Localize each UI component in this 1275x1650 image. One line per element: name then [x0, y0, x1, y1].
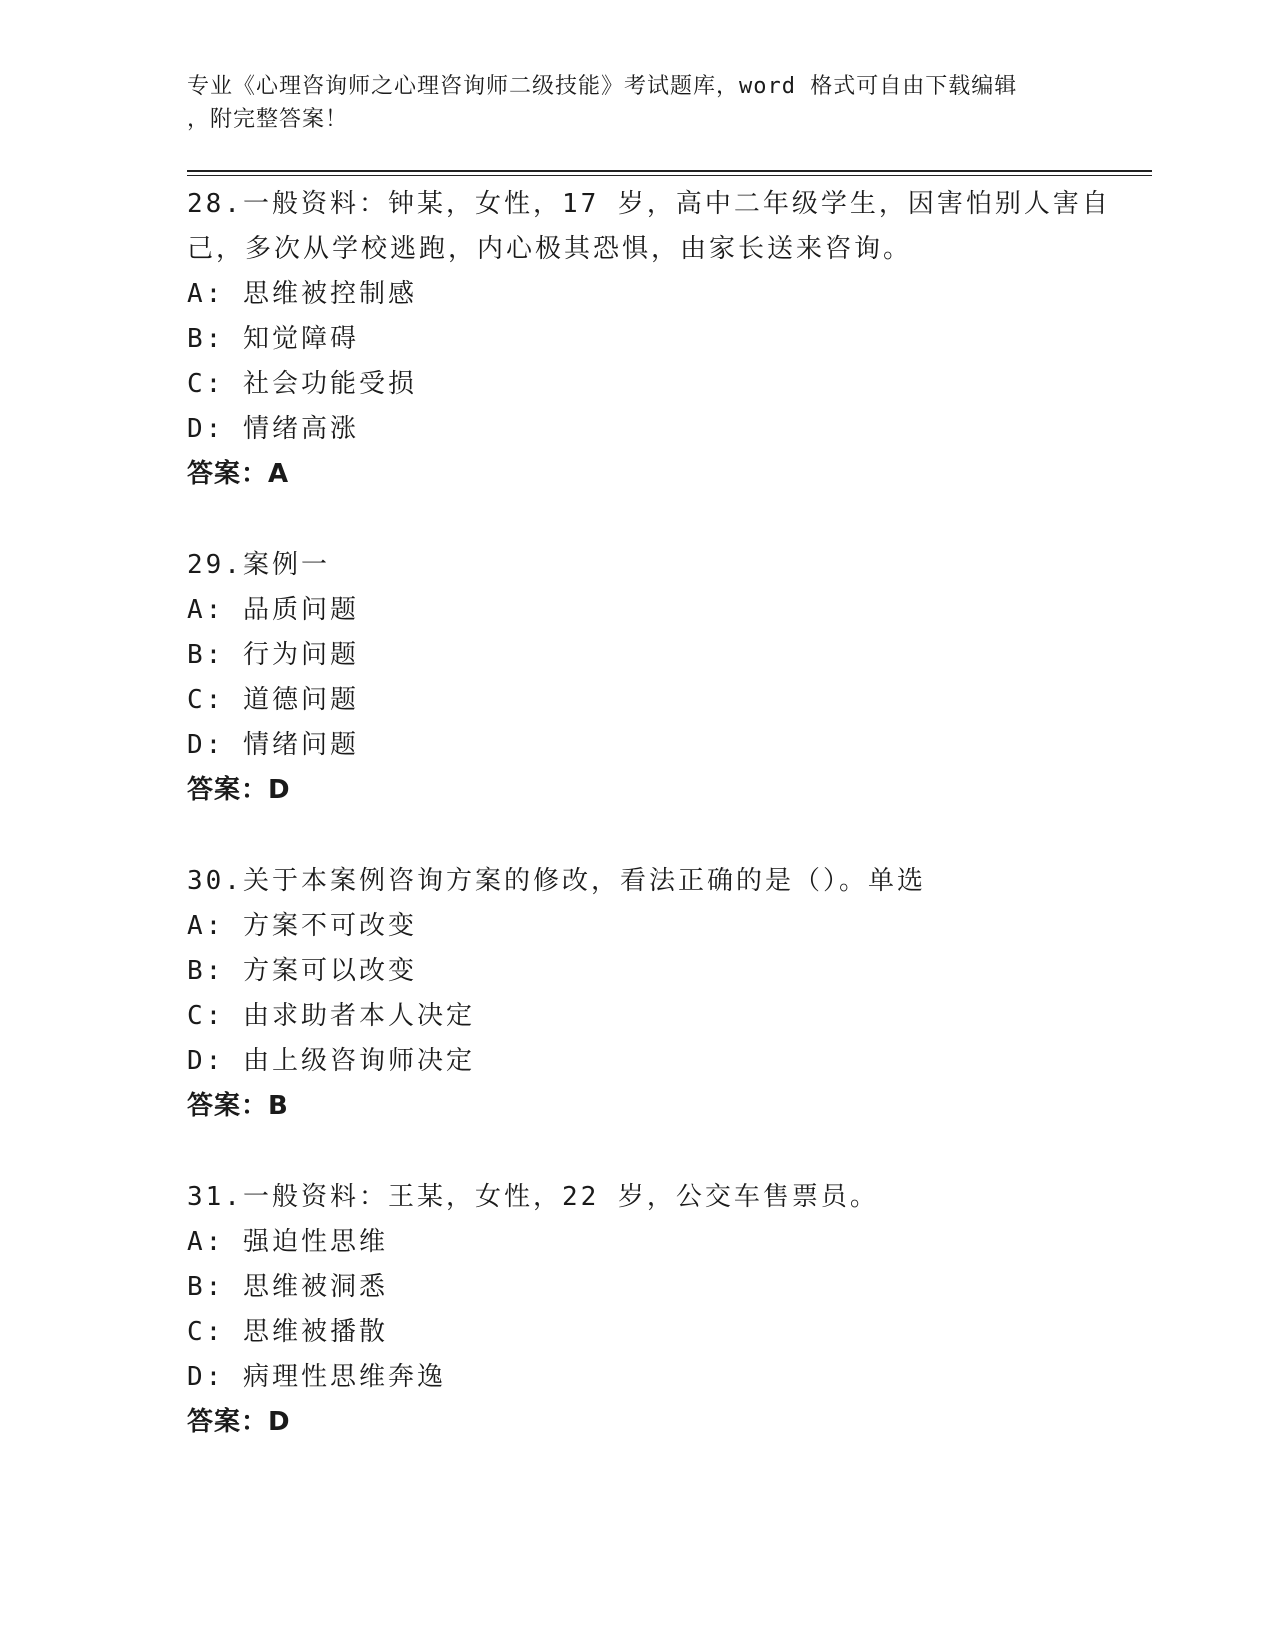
option-a: A: 方案不可改变: [187, 911, 417, 941]
option-a: A: 强迫性思维: [187, 1227, 388, 1257]
option-b: B: 知觉障碍: [187, 324, 359, 354]
question-list: [187, 182, 1152, 1445]
option-c: C: 思维被播散: [187, 1317, 388, 1347]
option-a: A: 品质问题: [187, 595, 359, 625]
header-title-line2: ，附完整答案！: [187, 107, 349, 132]
option-b: B: 方案可以改变: [187, 956, 417, 986]
question-30: [187, 859, 1152, 1129]
question-29: [187, 543, 1152, 813]
answer-label: 答案：D: [187, 775, 291, 805]
option-a: A: 思维被控制感: [187, 279, 417, 309]
option-c: C: 社会功能受损: [187, 369, 417, 399]
header-divider: [187, 170, 1152, 172]
question-28: [187, 182, 1152, 497]
answer-label: 答案：D: [187, 1407, 291, 1437]
option-d: D: 情绪问题: [187, 730, 359, 760]
answer-label: 答案：B: [187, 1091, 289, 1121]
option-c: C: 道德问题: [187, 685, 359, 715]
option-b: B: 行为问题: [187, 640, 359, 670]
answer-label: 答案：A: [187, 459, 290, 489]
question-stem: 29.案例一: [187, 550, 330, 580]
question-stem: 30.关于本案例咨询方案的修改，看法正确的是（）。单选: [187, 866, 926, 896]
option-d: D: 病理性思维奔逸: [187, 1362, 446, 1392]
question-stem: 31.一般资料：王某，女性，22 岁，公交车售票员。: [187, 1182, 879, 1212]
question-stem: 28.一般资料：钟某，女性，17 岁，高中二年级学生，因害怕别人害自己，多次从学校逃跑，内心极其恐惧，由家长送来咨询。: [187, 189, 1111, 264]
document-page: [187, 70, 1152, 1491]
option-d: D: 情绪高涨: [187, 414, 359, 444]
header-title-line1: 专业《心理咨询师之心理咨询师二级技能》考试题库，word 格式可自由下载编辑: [187, 74, 1018, 99]
option-c: C: 由求助者本人决定: [187, 1001, 475, 1031]
question-31: [187, 1175, 1152, 1445]
option-d: D: 由上级咨询师决定: [187, 1046, 475, 1076]
option-b: B: 思维被洞悉: [187, 1272, 388, 1302]
